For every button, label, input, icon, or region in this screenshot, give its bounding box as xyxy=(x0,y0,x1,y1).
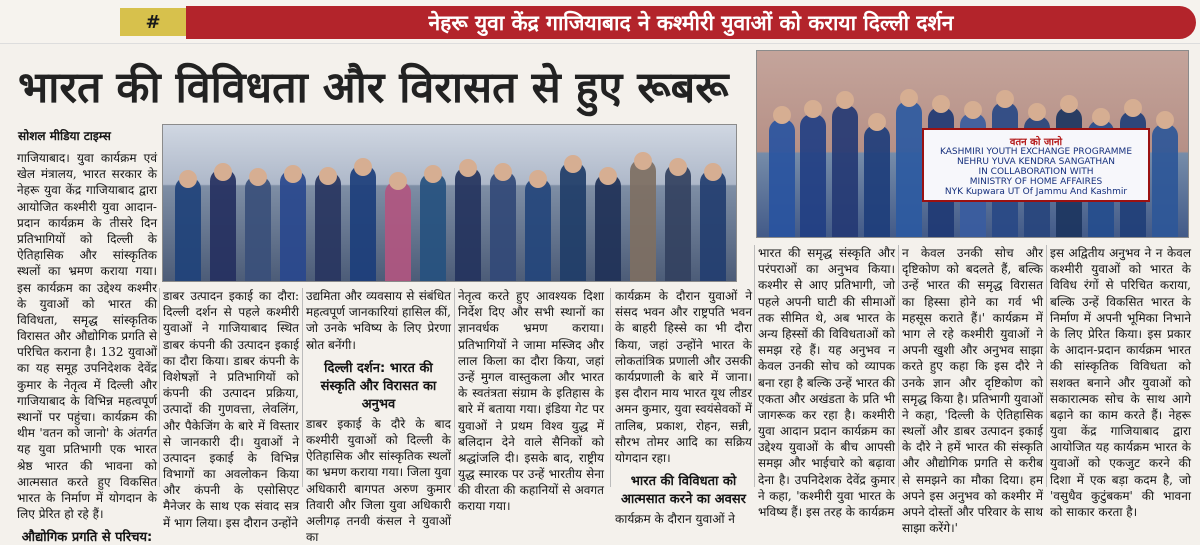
column-5-subheading: भारत की विविधता को आत्मसात करने का अवसर xyxy=(621,474,746,508)
column-2-text: डाबर उत्पादन इकाई का दौरा: दिल्ली दर्शन से पहले कश्मीरी युवाओं ने गाजियाबाद स्थित डाबर कंपनी की उत्पादन इकाई का दौरा किया। डाबर कंपनी के विशेषज्ञों ने प्रतिभागियों को कंपनी की उत्पादन प्रक्रिया, उत्पादों की गुणवत्ता, लेवलिंग, और पैकेजिंग के बारे में विस्तार से जानकारी दी। युवाओं ने उत्पादन इकाई के विभिन्न विभागों का अवलोकन किया और कंपनी के एसोसिएट मैनेजर के साथ एक संवाद सत्र में भाग लिया। इस दौरान उन्होंने xyxy=(163,289,299,530)
article-column-7 xyxy=(902,245,1043,536)
column-1-text: गाजियाबाद। युवा कार्यक्रम एवं खेल मंत्रालय, भारत सरकार के नेहरू युवा केंद्र गाजियाबाद द्वारा आयोजित कश्मीरी युवा आदान-प्रदान कार्यक्रम के तीसरे दिन प्रतिभागियों को दिल्ली के ऐतिहासिक और सांस्कृतिक स्थलों का भ्रमण कराया गया। इस कार्यक्रम का उद्देश्य कश्मीर के युवाओं को भारत की विविधता, समृद्ध सांस्कृतिक विरासत और औद्योगिक प्रगति से परिचित कराना है। 132 युवाओं का यह समूह उपनिदेशक देवेंद्र कुमार के नेतृत्व में दिल्ली और गाजियाबाद के विभिन्न महत्वपूर्ण स्थानों पर पहुंचा। कार्यक्रम की थीम 'वतन को जानो' के अंतर्गत यह युवा प्रतिभागी एक भारत श्रेष्ठ भारत की भावना को आत्मसात करते हुए विकसित भारत के निर्माण में योगदान के लिए प्रेरित हो रहे हैं। xyxy=(17,151,157,522)
column-8-text: इस अद्वितीय अनुभव ने न केवल कश्मीरी युवाओं को भारत के विविध रंगों से परिचित कराया, बल्कि उन्हें विकसित भारत के निर्माण में अपनी भूमिका निभाने के लिए प्रेरित किया। इस प्रकार के आदान-प्रदान कार्यक्रम भारत की सांस्कृतिक विविधता को सशक्त बनाने और युवाओं को सकारात्मक सोच के साथ आगे बढ़ाने का काम करते हैं। नेहरू युवा केंद्र गाजियाबाद द्वारा आयोजित यह कार्यक्रम भारत के युवाओं को एकजुट करने की दिशा में एक बड़ा कदम है, जो 'वसुधैव कुटुंबकम' की भावना को साकार करता है। xyxy=(1050,246,1191,519)
group-photo-dabar xyxy=(162,124,737,282)
main-headline: भारत की विविधता और विरासत से हुए रूबरू xyxy=(18,62,729,113)
article-column-3 xyxy=(306,288,451,545)
board-line-1: KASHMIRI YOUTH EXCHANGE PROGRAMME xyxy=(939,147,1133,157)
board-line-4: MINISTRY OF HOME AFFAIRES xyxy=(969,176,1103,187)
newspaper-header xyxy=(0,0,1200,44)
column-5-text: कार्यक्रम के दौरान युवाओं ने संसद भवन और राष्ट्रपति भवन के बाहरी हिस्से का भी दौरा किया, जहां उन्होंने भारत के लोकतांत्रिक प्रणाली और उसकी कार्यप्रणाली के बारे में जाना। इस दौरान माय भारत यूथ लीडर अमन कुमार, युवा स्वयंसेवकों में तालिब, प्रकाश, रोहन, सन्नी, सौरभ तोमर आदि का सक्रिय योगदान रहा। xyxy=(615,289,752,465)
column-3-rest: डाबर इकाई के दौरे के बाद कश्मीरी युवाओं को दिल्ली के ऐतिहासिक और सांस्कृतिक स्थलों का भ्रमण कराया गया। जिला युवा अधिकारी बागपत अरुण कुमार तिवारी और जिला युवा अधिकारी अलीगढ़ तनवी कंसल ने युवाओं का xyxy=(306,416,451,545)
article-column-6 xyxy=(758,245,896,519)
article-column-4 xyxy=(458,288,604,514)
article-column-2 xyxy=(163,288,299,530)
column-6-text: भारत की समृद्ध संस्कृति और परंपराओं का अनुभव किया। कश्मीर से आए प्रतिभागी, जो पहले अपनी घाटी की सीमाओं तक सीमित थे, अब भारत के अन्य हिस्सों की विविधताओं को समझ रहे हैं। यह अनुभव न केवल उनकी सोच को व्यापक बना रहा है बल्कि उन्हें भारत की एकता और अखंडता के प्रति भी जागरूक कर रहा है। कश्मीरी युवा आदान प्रदान कार्यक्रम का उद्देश्य युवाओं के बीच आपसी समझ और भाईचारे को बढ़ावा देना है। उपनिदेशक देवेंद्र कुमार ने कहा, 'कश्मीरी युवा भारत के भविष्य हैं। इस तरह के कार्यक्रम xyxy=(758,246,896,519)
board-line-3: IN COLLABORATION WITH xyxy=(978,166,1094,177)
column-3-subheading: दिल्ली दर्शन: भारत की संस्कृति और विरासत का अनुभव xyxy=(320,360,437,412)
column-5-rest: कार्यक्रम के दौरान युवाओं ने xyxy=(615,512,735,527)
article-column-5 xyxy=(615,288,752,527)
board-line-5: NYK Kupwara UT Of Jammu And Kashmir xyxy=(944,186,1128,197)
hash-tag: # xyxy=(120,8,186,36)
article-column-8 xyxy=(1050,245,1191,519)
column-7-text: न केवल उनकी सोच और दृष्टिकोण को बदलते हैं, बल्कि उन्हें भारत की समृद्ध विरासत का हिस्सा होने का गर्व भी महसूस कराते हैं।' कार्यक्रम में भाग ले रहे कश्मीरी युवाओं ने अपनी खुशी और अनुभव साझा करते हुए कहा कि इस दौरे ने उनके ज्ञान और दृष्टिकोण को समृद्ध किया है। प्रतिभागी युवाओं ने कहा, 'दिल्ली के ऐतिहासिक स्थलों और डाबर उत्पादन इकाई के दौरे ने हमें भारत की संस्कृति और औद्योगिक प्रगति से करीब से समझने का मौका दिया। हम अपने इस अनुभव को कश्मीर में अपने दोस्तों और परिवार के साथ साझा करेंगे।' xyxy=(902,246,1043,536)
event-board xyxy=(922,128,1150,202)
source-label: सोशल मीडिया टाइम्स xyxy=(18,129,111,143)
board-title: वतन को जानो xyxy=(1009,137,1063,148)
headline-banner: नेहरू युवा केंद्र गाजियाबाद ने कश्मीरी युवाओं को कराया दिल्ली दर्शन xyxy=(186,6,1196,39)
column-1-subheading: औद्योगिक प्रगति से परिचय: xyxy=(21,530,153,545)
article-column-1 xyxy=(17,150,157,545)
column-3-text: उद्यमिता और व्यवसाय से संबंधित महत्वपूर्ण जानकारियां हासिल कीं, जो उनके भविष्य के लिए प्रेरणा स्रोत बनेंगी। xyxy=(306,289,451,352)
board-line-2: NEHRU YUVA KENDRA SANGATHAN xyxy=(956,156,1116,167)
column-4-text: नेतृत्व करते हुए आवश्यक दिशा निर्देश दिए और सभी स्थानों का ज्ञानवर्धक भ्रमण कराया। प्रतिभागियों ने जामा मस्जिद और लाल किला का दौरा किया, जहां उन्हें मुगल वास्तुकला और भारत के स्वतंत्रता संग्राम के इतिहास के बारे में बताया गया। इंडिया गेट पर युवाओं ने प्रथम विश्व युद्ध में बलिदान देने वाले सैनिकों को श्रद्धांजलि दी। इसके बाद, राष्ट्रीय युद्ध स्मारक पर उन्हें भारतीय सेना की वीरता की कहानियों से अवगत कराया गया। xyxy=(458,289,604,514)
